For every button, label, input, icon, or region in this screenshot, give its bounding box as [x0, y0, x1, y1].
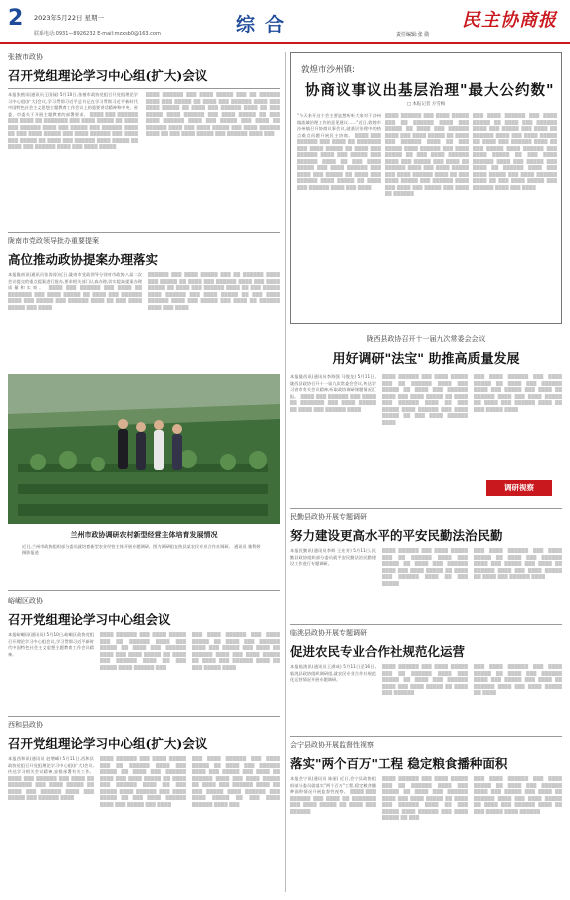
article-body: 本报民勤讯(通讯员李辉 王宏芳) 5月11日,民勤县政协组织部分委员就平安民勤法治民勤建设工作进行专题调研。 — [290, 548, 376, 566]
article-kicker: 临洮县政协开展专题调研 — [290, 629, 367, 637]
article-body: 本报西和讯(通讯员 赵增峰) 5月11日,西和县政协党组召开党组理论学习中心组(扩大)会议,传达学习相关会议精神,安排部署有关工作。 ████ ███ ██████ ███ ████ ██ ███████ ███ ████ █████ ██ ████ ███ ██████ ████ ███ █████ ███ ██████ ████ — [8, 756, 94, 800]
photo-credit: 通讯员 雅利婷 摄影报道 — [22, 544, 261, 555]
greenhouse-photo-illustration — [8, 374, 280, 524]
article-headline: 促进农民专业合作社规范化运营 — [290, 644, 466, 659]
divider — [290, 736, 562, 737]
article-body: 本报张掖讯(通讯员王国禄) 5月10日,张掖市政协党组召开党组理论学习中心组(扩大)会议,学习贯彻习近平总书记在学习贯彻习近平新时代中国特色社会主义思想主题教育工作会议上的重要讲话精神和中央、省委、市委关于开展主题教育的部署要求。 ████ ███ ██████ ███ ████ ██ ███████ ███ ████ █████ ██ ████ ███ ██████ ████ ███ █████ ███ ██████ ████ ██ ███ ████ █████ ███ ████ ██████ ███ ████ ███ █████ ██ ████ ███ ██████ ████ █████ ██ ████ ███ ██████ ████ ███ ████ █████ — [8, 92, 138, 149]
article-body-col3: ███ ████ ██████ ███ ████ █████ ██ ████ ███ ██████ ████ ███ █████ ███ ████ ██ ██████ ████ ███ ████ █████ ██ ████ ███ ██████ ████ — [474, 548, 562, 579]
header-rule — [0, 42, 570, 44]
article-body-col3: ███ ████ ██████ ███ ████ █████ ██ ████ ███ ██████ ████ ███ █████ ███ ████ ██ ██████ ████ ███ ████ █████ ██ ████ ███ ██████ ████ ██ ███ █████ ████ — [192, 632, 280, 670]
article-body-col2: ████ ██████ ███ ████ █████ ███ ██ ██████ ████ ███ █████ ██ ████ ███ ██████ ████ ███ ████ █████ ██ ████ ███ ██████ ████ ██ ███ █████ ████ ██████ ███ — [100, 632, 186, 670]
article-headline: 协商议事议出基层治理"最大公约数" — [305, 82, 555, 99]
article-longxi — [290, 334, 562, 506]
article-body: 本报临洮讯(通讯员王满成) 5月11日至16日,临洮县政协组织调研组,就农民专业合作社规范化运营情况开展专题调研。 — [290, 664, 376, 682]
article-headline: 高位推动政协提案办理落实 — [8, 252, 159, 267]
article-headline: 用好调研"法宝" 助推高质量发展 — [332, 352, 520, 367]
article-huining — [290, 740, 562, 896]
article-kicker: 陇南市党政领导批办重要提案 — [8, 237, 99, 245]
article-zhangye — [8, 52, 280, 232]
divider — [8, 590, 280, 591]
article-byline: □ 本报记者 方雪梅 — [406, 102, 446, 107]
article-headline: 召开党组理论学习中心组(扩大)会议 — [8, 68, 208, 83]
article-body-col3: ███ ████ ██████ ███ ████ █████ ██ ████ ███ ██████ ████ ███ █████ ███ ████ ██ ██████ ████ ███ ████ █████ ██ ████ — [474, 664, 562, 695]
article-xihe — [8, 720, 280, 896]
article-body: 本报峪嵋讯(通讯员) 5月10日,峪嵋区政协党组召开理论学习中心组会议,学习贯彻习近平新时代中国特色社会主义思想主题教育工作会议精神。 — [8, 632, 94, 657]
page-number: 2 — [8, 6, 24, 31]
article-kicker: 会宁县政协开展监督性视察 — [290, 741, 374, 749]
column-divider — [285, 52, 286, 892]
divider — [290, 508, 562, 509]
publication-date: 2023年5月22日 星期一 — [34, 14, 105, 22]
article-kicker: 峪嵋区政协 — [8, 597, 43, 605]
page-header — [0, 0, 570, 44]
photo-feature — [8, 374, 280, 588]
newspaper-logo: 民主协商报 — [462, 10, 557, 31]
article-lintao — [290, 628, 562, 732]
article-body: 本报陇西讯(通讯员李海强 马俊龙) 5月11日,陇西县政协召开十一届九次常委会会议,传达学习省市有关会议精神,听取政协调研课题情况汇报。 ████ ███ ██████ ███ ████ ██ ███████ ███ ████ █████ ██ ████ ███ ██████ ████ — [290, 374, 376, 412]
article-xifeng — [8, 596, 280, 714]
photo-caption: 兰州市政协调研农村新型经营主体培育发展情况 — [70, 531, 218, 539]
article-kicker: 敦煌市沙州镇: — [301, 65, 355, 75]
photo-note: 近日,兰州市政协组织部分委员就培育新型农业经营主体开展专题调研。图为调研组在陕县某农民专业合作社调研。 通讯员 雅利婷 摄影报道 — [22, 544, 261, 555]
article-body-col2: ████ ██████ ███ ████ █████ ███ ██ ██████ ████ ███ █████ ██ ████ ███ ██████ ████ ███ ████ █████ ██ ████ ███ ██████ ████ ██ ███ █████ — [382, 548, 468, 586]
section-tag-research: 调研视察 — [486, 480, 552, 496]
divider — [8, 88, 280, 89]
article-body-col3: ███ ████ ██████ ███ ████ █████ ██ ████ ███ ██████ ████ ███ █████ ███ ████ ██ ██████ ████ ███ ████ █████ ██ ████ ███ ██████ ████ ██ ███ █████ ████ — [474, 374, 562, 412]
article-body-col3: ███ ████ ██████ ███ ████ █████ ██ ████ ███ ██████ ████ ███ █████ ███ ████ ██ ██████ ████ ███ ████ █████ ██ ████ ███ ██████ ████ ██ ███ █████ ████ ██████ ███ ████ █████ ██ ███ ████ ██████ ████ ███ — [192, 756, 280, 807]
article-body-col3: ███ ████ ██████ ███ ████ █████ ██ ████ ███ ██████ ████ ███ █████ ███ ████ ██ ██████ ████ ███ ████ █████ ██ ████ ███ ██████ ████ ██ ███ █████ ████ ██████ — [474, 776, 562, 814]
divider — [290, 624, 562, 625]
divider — [8, 232, 280, 233]
article-body: "今天来开这个会主要是想听听大家对于沙州镇流域治理工作的意见建议……"近日,敦煌市沙州镇召开协商议事会议,就基层治理中的热点难点问题开展民主协商。 ████ ███ ██████ ███ ████ ██ ███████ ███ ████ █████ ██ ████ ███ ██████ ████ ███ █████ ███ ██████ ████ ██ ███ ████ █████ ███ ████ ██████ ███ ████ ███ █████ ██ ████ ███ ██████ ████ █████ ██ ████ ███ ██████ ████ ███ ████ — [297, 113, 381, 190]
article-body-col2: ████ ██████ ███ ████ █████ ███ ██ ██████ ████ ███ █████ ██ ████ ███ ██████ ████ ███ ████ █████ ██ ████ ███ ██████ ████ ██ ███ █████ ████ ██████ ███ ████ █████ ██ ███ — [382, 776, 468, 820]
article-headline: 召开党组理论学习中心组(扩大)会议 — [8, 736, 208, 751]
article-body-col3: ███ ████ ██████ ███ ████ █████ ██ ████ ███ ██████ ████ ███ █████ ███ ████ ██ ██████ ████ ███ ████ █████ ██ ████ ███ ██████ ████ ██ ███ █████ ████ ██████ ███ ████ █████ ██ ███ ████ ██████ ████ ███ █████ ███ ████ ██ ██████ ████ ███ ████ █████ ███ ████ ██████ ████ ██ ███ ████ █████ ███ ██████ ████ ███ ████ — [473, 113, 557, 190]
article-longnan — [8, 236, 280, 374]
article-kicker: 陇西县政协召开十一届九次常委会会议 — [366, 335, 486, 343]
article-body-col2: ████ ██████ ███ ████ █████ ███ ██ ██████ ████ ███ █████ ██ ████ ███ ██████ ████ ███ ████ █████ ██ ████ ███ ██████ ████ ██ ███ █████ ████ ██████ ███ ████ █████ ██ ███ ████ ██████ ████ ███ █████ ███ ████ ██ ██████ ████ ███ ████ █████ ███ ████ ██████ ████ ██ ███ ████ █████ ███ ██████ ████ ███ ████ ███ █████ ███ ████ ██ ██████ — [385, 113, 469, 196]
article-kicker: 民勤县政协开展专题调研 — [290, 513, 367, 521]
contact-info: 联系电话:0931—8926232 E-mail:mzxsb0@163.com — [34, 31, 161, 37]
article-kicker: 张掖市政协 — [8, 53, 43, 61]
article-body-col2: ████ ██████ ███ ████ █████ ███ ██ ██████ ████ ███ █████ ██ ████ ███ ██████ ████ ███ ████ █████ ██ ████ ███ ██████ ████ ██ ███ █████ ████ ██████ ███ ████ █████ ██ ███ ████ ██████ ████ ███ █████ ███ ████ ██ ██████ ████ ███ ████ █████ ███ ████ ██████ ████ ██ ███ ████ █████ ███ ██████ ████ ███ — [146, 92, 280, 136]
news-photo — [8, 374, 280, 524]
responsible-editor: 责任编辑:张 勋 — [396, 32, 430, 38]
article-dunhuang — [290, 52, 562, 324]
article-body-col2: ████ ██████ ███ ████ █████ ███ ██ ██████ ████ ███ █████ ██ ████ ███ ██████ ████ ███ ████ █████ ██ ████ ███ ██████ ████ ██ ███ █████ ████ ██████ ███ ████ █████ ██ ███ ████ ██████ ████ — [382, 374, 468, 425]
article-body-col2: ████ ██████ ███ ████ █████ ███ ██ ██████ ████ ███ █████ ██ ████ ███ ██████ ████ ███ ████ █████ ██ ████ ███ ██████ — [382, 664, 468, 695]
article-minqin — [290, 512, 562, 622]
article-body: 本报陇南讯(通讯员张涛涛)近日,陇南市党政领导分别对市政协八届二次会议提交的重点提案进行批办,要求相关部门认真办理,切实提高提案办理质量和实效。 ████ ███ ██████ ███ ████ ██ ███████ ███ ████ █████ ██ ████ ███ ██████ ████ ███ █████ ███ ██████ ████ ██ ███ ████ █████ ███ ████ — [8, 272, 142, 310]
article-headline: 召开党组理论学习中心组会议 — [8, 612, 171, 627]
article-body-col2: ████ ██████ ███ ████ █████ ███ ██ ██████ ████ ███ █████ ██ ████ ███ ██████ ████ ███ ████ █████ ██ ████ ███ ██████ ████ ██ ███ █████ ████ ██████ ███ ████ █████ ██ ███ ████ ██████ ████ ███ █████ ███ ████ — [100, 756, 186, 807]
divider — [8, 716, 280, 717]
article-headline: 落实"两个百万"工程 稳定粮食播种面积 — [290, 756, 508, 771]
article-headline: 努力建设更高水平的平安民勤法治民勤 — [290, 528, 503, 543]
article-kicker: 西和县政协 — [8, 721, 43, 729]
section-title: 综合 — [236, 14, 295, 36]
article-body: 本报会宁讯(通讯员 陈丽) 近日,会宁县政协组织部分委员就落实"两个百万"工程,稳定粮食播种面积情况开展监督性视察。 ████ ███ ██████ ███ ████ ██ ███████ ███ ████ █████ ██ ████ ███ ██████ — [290, 776, 376, 814]
article-body-col2: ██████ ███ ████ █████ ███ ██ ██████ ████ ███ █████ ██ ████ ███ ██████ ████ ███ ████ █████ ██ ████ ███ ██████ ████ ██ ███ █████ ████ ██████ ███ ████ █████ ██ ███ ████ ██████ ████ ███ █████ ███ ████ ██ ██████ ████ ███ ████ — [148, 272, 280, 310]
